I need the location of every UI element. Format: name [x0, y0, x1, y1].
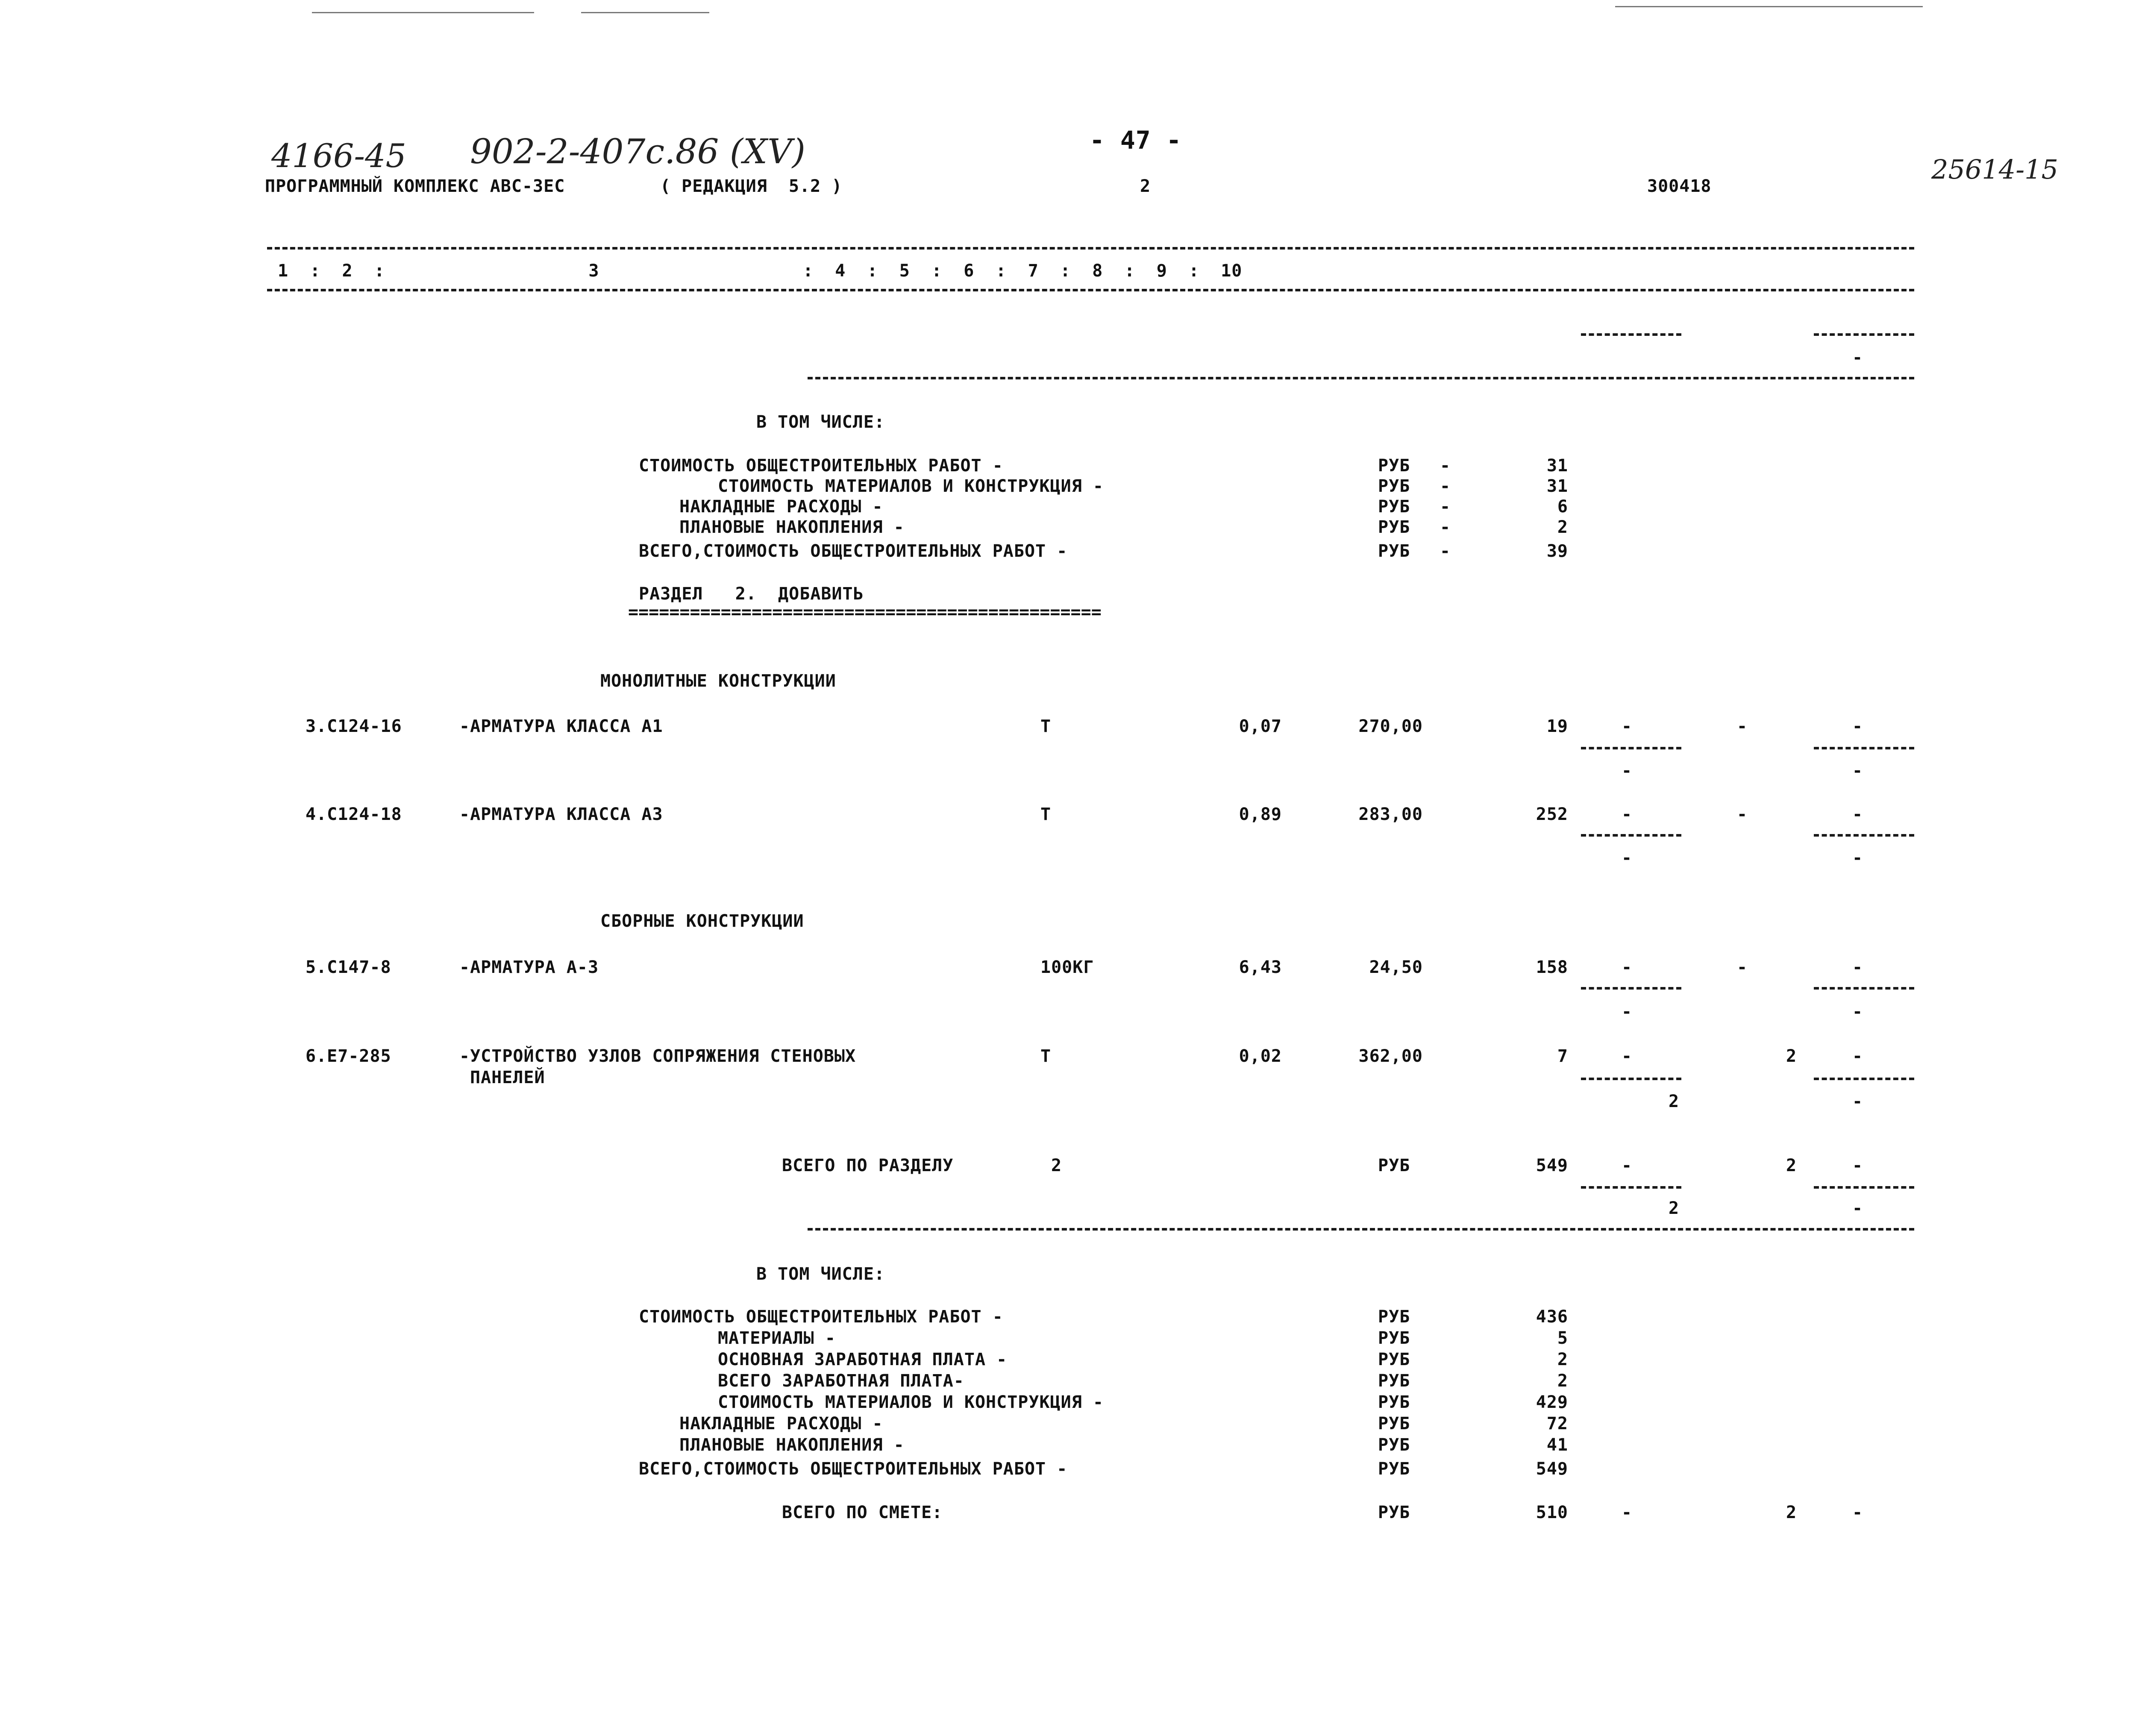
summary-heading: В ТОМ ЧИСЛЕ: — [756, 1264, 885, 1284]
item-price: 283,00 — [1358, 805, 1423, 824]
sub-rule — [1581, 333, 1681, 336]
handwritten-archive-number: 25614-15 — [1931, 154, 2059, 185]
item-code: 6.Е7-285 — [306, 1046, 391, 1066]
section-title: РАЗДЕЛ 2. ДОБАВИТЬ — [639, 584, 864, 604]
sub-rule — [1814, 747, 1914, 749]
item-code: 3.С124-16 — [306, 717, 402, 736]
item-total: 158 — [1536, 958, 1568, 977]
sub-rule — [1814, 987, 1914, 990]
item-unit: Т — [1040, 1046, 1052, 1066]
scan-rule — [581, 12, 709, 13]
table-top-rule — [267, 247, 1914, 250]
page-number: - 47 - — [1090, 126, 1182, 155]
item-total: 19 — [1546, 717, 1568, 736]
item-total: 252 — [1536, 805, 1568, 824]
program-edition: ( РЕДАКЦИЯ 5.2 ) — [660, 176, 843, 196]
sub-rule — [1814, 1186, 1914, 1189]
item-qty: 0,07 — [1239, 717, 1282, 736]
item-name-continued: ПАНЕЛЕЙ — [470, 1068, 545, 1087]
sub-rule — [1581, 1186, 1681, 1189]
section-divider — [808, 377, 1914, 379]
carry-col10-sub: - — [1852, 348, 1863, 367]
sub-rule — [1581, 987, 1681, 990]
sub-rule — [1814, 1078, 1914, 1080]
item-name: -АРМАТУРА КЛАССА А3 — [459, 805, 663, 824]
item-unit: Т — [1040, 717, 1052, 736]
item-unit: 100КГ — [1040, 958, 1094, 977]
item-name: -АРМАТУРА КЛАССА А1 — [459, 717, 663, 736]
item-price: 362,00 — [1358, 1046, 1423, 1066]
table-header-rule — [267, 289, 1914, 291]
sub-rule — [1581, 747, 1681, 749]
section-title-underline: ============================================== — [628, 607, 1102, 618]
item-name: -АРМАТУРА А-3 — [459, 958, 599, 977]
item-qty: 6,43 — [1239, 958, 1282, 977]
sub-rule — [1581, 1078, 1681, 1080]
scan-rule — [1615, 6, 1923, 7]
column-header-row: 1 : 2 : 3 : 4 : 5 : 6 : 7 : 8 : 9 : 10 — [278, 261, 1243, 281]
scan-rule — [312, 12, 534, 13]
section-divider — [808, 1228, 1914, 1231]
item-price: 270,00 — [1358, 717, 1423, 736]
item-qty: 0,02 — [1239, 1046, 1282, 1066]
group-title: СБОРНЫЕ КОНСТРУКЦИИ — [600, 911, 804, 931]
item-qty: 0,89 — [1239, 805, 1282, 824]
handwritten-doc-number: 4166-45 — [271, 137, 406, 175]
header-page: 2 — [1140, 176, 1151, 196]
item-unit: Т — [1040, 805, 1052, 824]
sub-rule — [1814, 333, 1914, 336]
sub-rule — [1814, 834, 1914, 837]
item-name: -УСТРОЙСТВО УЗЛОВ СОПРЯЖЕНИЯ СТЕНОВЫХ — [459, 1046, 856, 1066]
sub-rule — [1581, 834, 1681, 837]
item-code: 5.С147-8 — [306, 958, 391, 977]
item-code: 4.С124-18 — [306, 805, 402, 824]
handwritten-project-code: 902-2-407c.86 (XV) — [470, 132, 805, 171]
summary-heading: В ТОМ ЧИСЛЕ: — [756, 412, 885, 432]
item-total: 7 — [1557, 1046, 1568, 1066]
header-code: 300418 — [1647, 176, 1712, 196]
program-title: ПРОГРАММНЫЙ КОМПЛЕКС АВС-3ЕС — [265, 176, 565, 196]
item-price: 24,50 — [1369, 958, 1423, 977]
group-title: МОНОЛИТНЫЕ КОНСТРУКЦИИ — [600, 671, 836, 691]
